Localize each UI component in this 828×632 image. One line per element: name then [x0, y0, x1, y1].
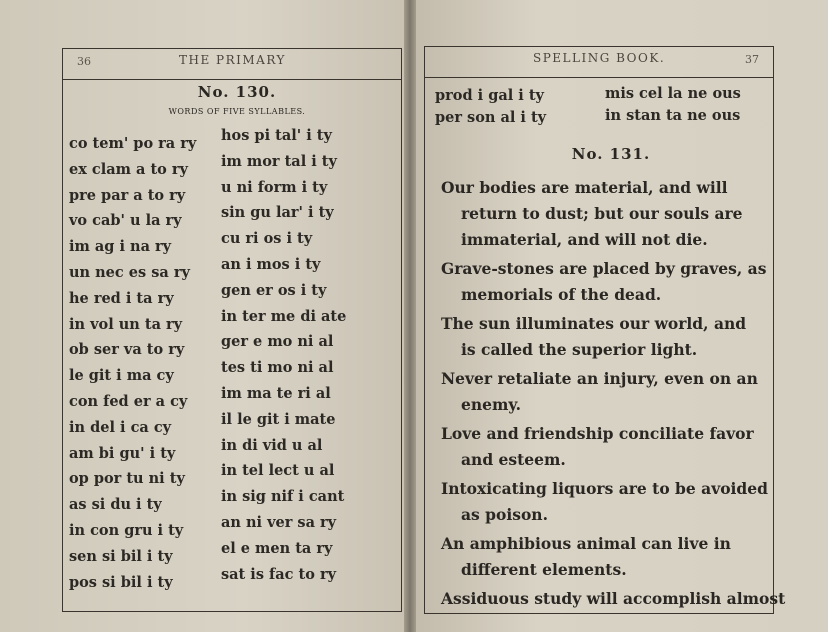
word-col2-15: in sig nif i cant	[221, 488, 345, 506]
word-col1-8: in vol un ta ry	[69, 315, 183, 333]
left-header-rule	[63, 79, 401, 80]
word-col2-3: u ni form i ty	[221, 178, 328, 196]
sentence-line: Intoxicating liquors are to be avoided	[441, 479, 768, 498]
left-page-frame	[62, 48, 402, 612]
right-running-head: SPELLING BOOK.	[533, 51, 666, 65]
sentence-line: different elements.	[461, 560, 627, 579]
lesson-131-sentences	[441, 175, 786, 615]
sentence-line: Assiduous study will accomplish almost	[441, 589, 786, 608]
carry-word-col2-2: in stan ta ne ous	[605, 107, 741, 124]
sentence-line: immaterial, and will not die.	[461, 230, 708, 249]
sentence-line: An amphibious animal can live in	[441, 534, 731, 553]
right-page-frame	[424, 46, 786, 614]
word-col1-6: un nec es sa ry	[69, 264, 190, 281]
word-col2-4: sin gu lar' i ty	[221, 204, 334, 222]
word-col2-11: im ma te ri al	[221, 385, 331, 402]
sentence-line: and esteem.	[461, 450, 566, 469]
word-col2-5: cu ri os i ty	[221, 230, 313, 248]
word-col2-17: el e men ta ry	[221, 539, 333, 557]
word-col2-10: tes ti mo ni al	[221, 359, 334, 377]
sentence-line: Love and friendship conciliate favor	[441, 424, 754, 443]
word-col2-14: in tel lect u al	[221, 462, 335, 480]
sentence-3	[441, 311, 769, 363]
word-col1-3: pre par a to ry	[69, 186, 186, 204]
word-col1-7: he red i ta ry	[69, 289, 174, 307]
carry-word-col1-1: prod i gal i ty	[435, 87, 544, 104]
sentence-line: The sun illuminates our world, and	[441, 314, 747, 333]
sentence-7	[441, 531, 769, 583]
right-header-rule	[425, 77, 773, 78]
word-col2-16: an ni ver sa ry	[221, 514, 337, 531]
word-col1-16: in con gru i ty	[69, 522, 184, 539]
word-col2-18: sat is fac to ry	[221, 565, 337, 583]
word-col1-13: am bi gu' i ty	[69, 444, 176, 462]
sentence-line: memorials of the dead.	[461, 285, 662, 304]
sentence-line: as poison.	[461, 505, 548, 524]
word-col1-10: le git i ma cy	[69, 367, 174, 385]
word-col2-1: hos pi tal' i ty	[221, 127, 332, 144]
word-col1-2: ex clam a to ry	[69, 160, 188, 178]
word-col2-2: im mor tal i ty	[221, 152, 337, 170]
word-col2-9: ger e mo ni al	[221, 333, 334, 351]
word-col2-8: in ter me di ate	[221, 307, 347, 325]
word-col1-9: ob ser va to ry	[69, 341, 185, 359]
lesson-131-number: No. 131.	[571, 145, 651, 163]
word-col1-18: pos si bil i ty	[69, 573, 173, 591]
word-col2-6: an i mos i ty	[221, 256, 321, 273]
book-gutter	[404, 0, 416, 632]
sentence-8	[441, 586, 786, 612]
word-col1-5: im ag i na ry	[69, 238, 172, 256]
left-running-head: THE PRIMARY	[179, 53, 286, 67]
word-col2-13: in di vid u al	[221, 436, 323, 454]
sentence-5	[441, 421, 769, 473]
sentence-1	[441, 175, 769, 253]
lesson-130-subheading: WORDS OF FIVE SYLLABLES.	[168, 107, 306, 116]
word-col1-4: vo cab' u la ry	[69, 212, 182, 230]
sentence-line: Our bodies are material, and will	[441, 178, 728, 197]
word-col1-15: as si du i ty	[69, 496, 162, 514]
sentence-line: Grave-stones are placed by graves, as	[441, 259, 767, 278]
word-col1-11: con fed er a cy	[69, 393, 188, 410]
sentence-line: enemy.	[461, 395, 522, 414]
sentence-line: return to dust; but our souls are	[461, 204, 743, 223]
lesson-130-number: No. 130.	[197, 83, 277, 101]
word-col1-1: co tem' po ra ry	[69, 135, 197, 152]
sentence-line: is called the superior light.	[461, 340, 698, 359]
sentence-line: Never retaliate an injury, even on an	[441, 369, 758, 388]
sentence-6	[441, 476, 769, 528]
carry-word-col2-1: mis cel la ne ous	[605, 85, 741, 102]
sentence-4	[441, 366, 769, 418]
carry-word-col1-2: per son al i ty	[435, 109, 547, 126]
sentence-2	[441, 256, 769, 308]
word-col1-17: sen si bil i ty	[69, 547, 173, 565]
right-page-number: 37	[745, 53, 759, 66]
word-col1-12: in del i ca cy	[69, 418, 172, 436]
word-col1-14: op por tu ni ty	[69, 470, 185, 488]
word-col2-7: gen er os i ty	[221, 281, 327, 299]
left-page-number: 36	[77, 55, 91, 68]
word-col2-12: il le git i mate	[221, 410, 336, 428]
